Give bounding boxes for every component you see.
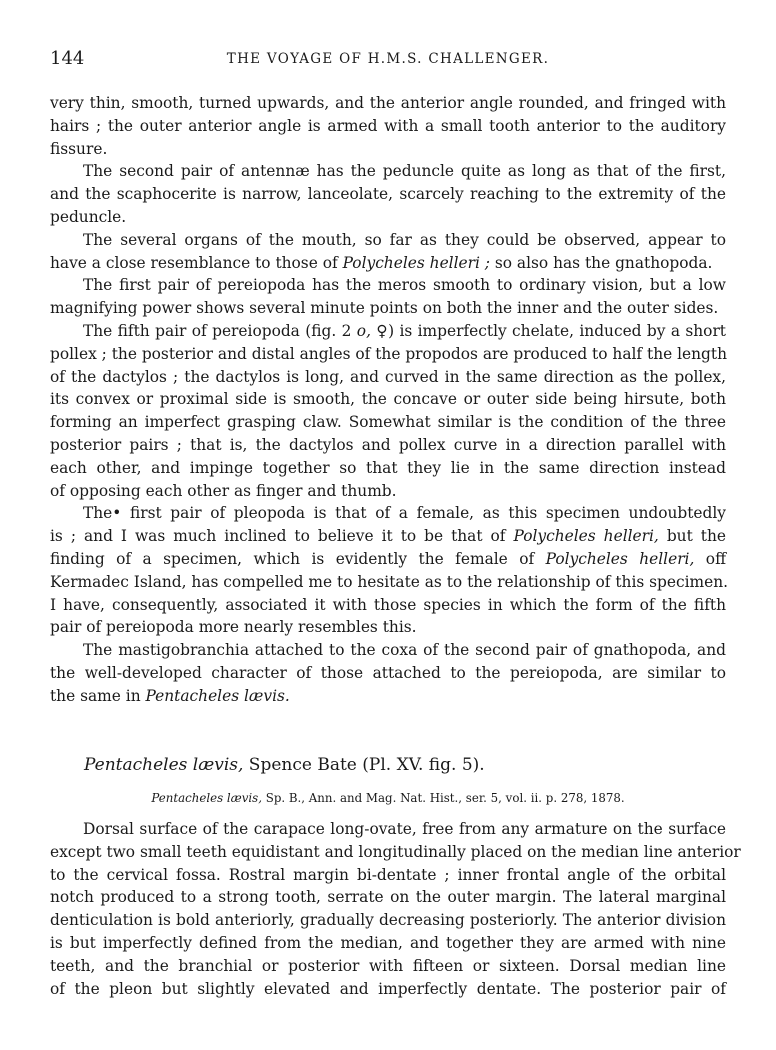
text-line: pollex ; the posterior and distal angles of the propodos are produced to half the length xyxy=(50,344,727,363)
text-line: denticulation is bold anteriorly, gradually decreasing posteriorly. The anterior division xyxy=(50,911,726,930)
text-run: the same in xyxy=(50,686,146,705)
figure-ref: o, ♀ xyxy=(356,321,389,340)
species-name: Polycheles helleri, xyxy=(513,527,659,546)
species-heading-name: Pentacheles lævis, xyxy=(84,755,244,775)
citation-reference: Sp. B., Ann. and Mag. Nat. Hist., ser. 5, vol. ii. p. 278, 1878. xyxy=(261,791,625,805)
text-run: have a close resemblance to those of xyxy=(50,253,343,272)
text-line: posterior pairs ; that is, the dactylos and pollex curve in a direction parallel with xyxy=(50,435,726,454)
text-run: so also has the gnathopoda. xyxy=(489,253,713,272)
text-line: notch produced to a strong tooth, serrate on the outer margin. The lateral marginal xyxy=(50,888,726,907)
text-line: The second pair of antennæ has the peduncle quite as long as that of the first, xyxy=(83,162,726,181)
text-line: of opposing each other as finger and thumb. xyxy=(50,481,397,500)
species-name: Polycheles helleri ; xyxy=(342,253,490,272)
text-line: each other, and impinge together so that they lie in the same direction instead xyxy=(50,458,726,477)
body-text-bottom xyxy=(50,818,741,1000)
text-line: The several organs of the mouth, so far as they could be observed, appear to xyxy=(83,230,726,249)
text-run: but the xyxy=(658,527,726,546)
text-line: Kermadec Island, has compelled me to hesitate as to the relationship of this specimen. xyxy=(50,572,729,591)
species-citation xyxy=(0,791,776,805)
page-number: 144 xyxy=(50,48,85,69)
text-line xyxy=(50,320,726,343)
text-line: hairs ; the outer anterior angle is armed with a small tooth anterior to the auditory xyxy=(50,116,726,135)
text-line: of the pleon but slightly elevated and imperfectly dentate. The posterior pair of xyxy=(50,979,726,998)
text-line: The• first pair of pleopoda is that of a female, as this specimen undoubtedly xyxy=(83,504,726,523)
text-line: the well-developed character of those attached to the pereiopoda, are similar to xyxy=(50,663,726,682)
text-line: The first pair of pereiopoda has the meros smooth to ordinary vision, but a low xyxy=(83,276,726,295)
text-line: peduncle. xyxy=(50,207,127,226)
text-line: fissure. xyxy=(50,139,108,158)
text-line: magnifying power shows several minute points on both the inner and the outer sides. xyxy=(50,299,719,318)
text-line: pair of pereiopoda more nearly resembles this. xyxy=(50,618,417,637)
text-run: finding of a specimen, which is evidently the female of xyxy=(50,549,546,568)
page-header xyxy=(50,48,726,72)
text-line: except two small teeth equidistant and longitudinally placed on the median line anterior xyxy=(50,842,741,861)
text-line xyxy=(50,685,726,708)
text-line xyxy=(50,525,726,548)
text-run: is ; and I was much inclined to believe it to be that of xyxy=(50,527,514,546)
text-line: Dorsal surface of the carapace long-ovate, free from any armature on the surface xyxy=(83,820,726,838)
text-line: forming an imperfect grasping claw. Somewhat similar is the condition of the three xyxy=(50,413,726,432)
text-line: teeth, and the branchial or posterior with fifteen or sixteen. Dorsal median line xyxy=(50,956,726,975)
text-line: its convex or proximal side is smooth, the concave or outer side being hirsute, both xyxy=(50,390,726,409)
text-line: The mastigobranchia attached to the coxa of the second pair of gnathopoda, and xyxy=(83,641,726,660)
text-line: and the scaphocerite is narrow, lanceolate, scarcely reaching to the extremity of the xyxy=(50,185,726,204)
text-line: I have, consequently, associated it with those species in which the form of the fifth xyxy=(50,595,726,614)
text-line: very thin, smooth, turned upwards, and the anterior angle rounded, and fringed with xyxy=(50,94,726,112)
citation-name: Pentacheles lævis, xyxy=(151,791,262,805)
text-run: off xyxy=(694,549,727,568)
running-title: THE VOYAGE OF H.M.S. CHALLENGER. xyxy=(226,51,550,67)
species-heading-authority: Spence Bate (Pl. XV. fig. 5). xyxy=(243,755,485,775)
text-run: The fifth pair of pereiopoda (fig. 2 xyxy=(83,321,357,340)
text-line: is but imperfectly defined from the median, and together they are armed with nine xyxy=(50,933,726,952)
species-name: Pentacheles lævis. xyxy=(145,686,290,705)
body-text-top xyxy=(50,92,729,708)
species-heading xyxy=(84,755,485,775)
text-line xyxy=(50,548,726,571)
text-run: ) is imperfectly chelate, induced by a short xyxy=(388,321,726,340)
species-name: Polycheles helleri, xyxy=(545,549,695,568)
text-line: to the cervical fossa. Rostral margin bi-dentate ; inner frontal angle of the orbital xyxy=(50,865,726,884)
text-line xyxy=(50,252,726,275)
text-line: of the dactylos ; the dactylos is long, and curved in the same direction as the pollex, xyxy=(50,367,726,386)
